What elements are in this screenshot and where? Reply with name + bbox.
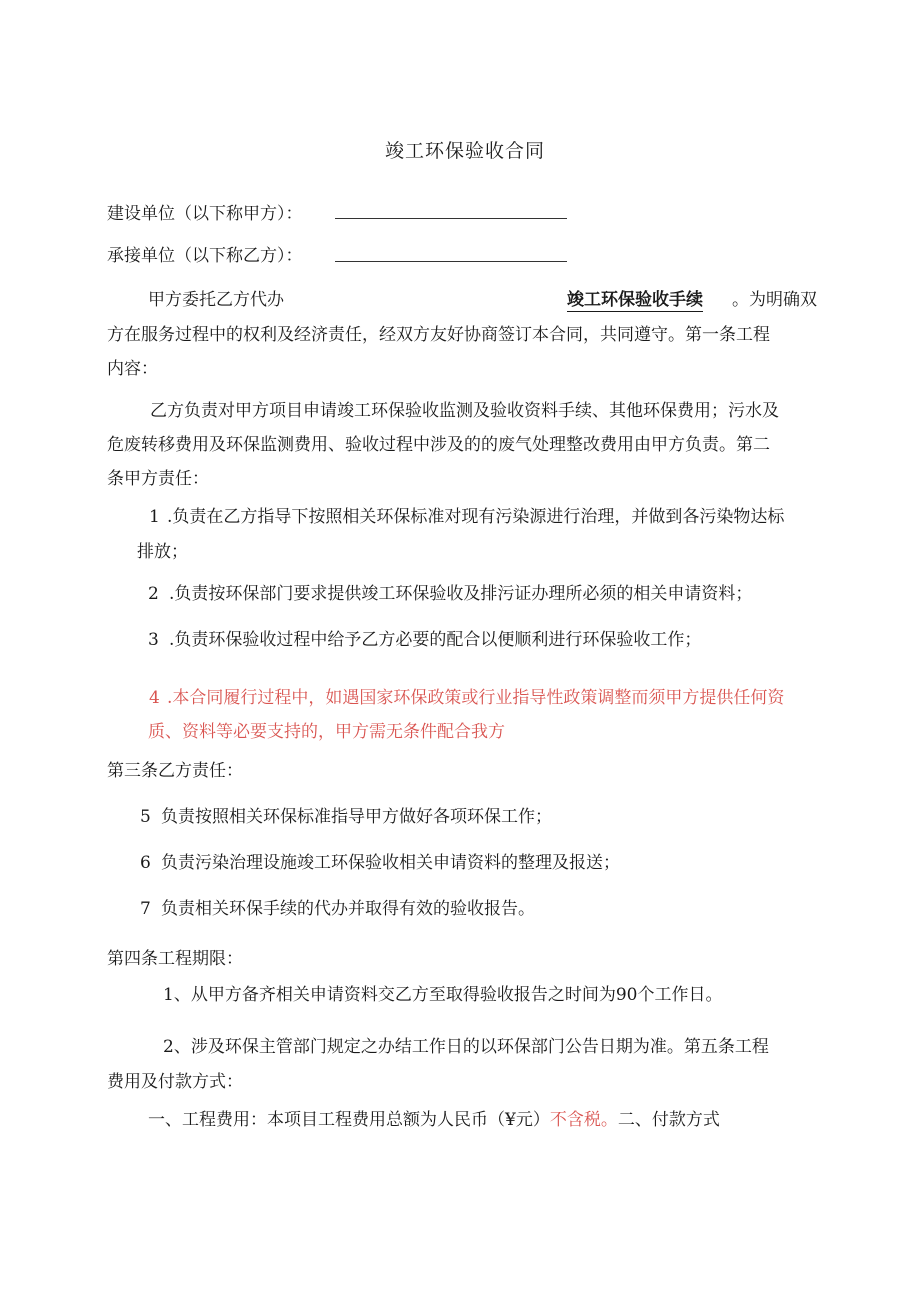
page-title: 竣工环保验收合同 (385, 140, 546, 162)
term-2-line-1: 2、涉及环保主管部门规定之办结工作日的以环保部门公告日期为准。第五条工程 (163, 1037, 769, 1057)
duty-a-4-num: 4 (149, 688, 160, 708)
article3-heading: 第三条乙方责任： (107, 761, 243, 781)
duty-a-2-line-1: .负责按环保部门要求提供竣工环保验收及排污证办理所必须的相关申请资料； (169, 584, 753, 604)
term-2-line-2: 费用及付款方式： (107, 1072, 243, 1092)
party-a-label: 建设单位（以下称甲方）： (107, 204, 303, 224)
intro-suffix: 。为明确双 (732, 290, 817, 310)
fee-suffix: 二、付款方式 (617, 1110, 720, 1130)
duty-a-3-num: 3 (148, 630, 159, 650)
party-b-blank-line (335, 261, 567, 262)
duty-b-7-text: 负责相关环保手续的代办并取得有效的验收报告。 (161, 899, 535, 919)
intro-prefix: 甲方委托乙方代办 (148, 290, 284, 310)
intro-line-2: 方在服务过程中的权利及经济责任，经双方友好协商签订本合同，共同遵守。第一条工程 (107, 325, 770, 345)
duty-b-5-text: 负责按照相关环保标准指导甲方做好各项环保工作； (161, 807, 552, 827)
intro-bold-item: 竣工环保验收手续 (567, 290, 703, 310)
article1-line-2: 危废转移费用及环保监测费用、验收过程中涉及的的废气处理整改费用由甲方负责。第二 (107, 435, 770, 455)
duty-a-1-num: 1 (149, 507, 160, 527)
duty-a-3-line-1: .负责环保验收过程中给予乙方必要的配合以便顺利进行环保验收工作； (169, 630, 702, 650)
fee-prefix: 一、工程费用：本项目工程费用总额为人民币（¥元） (148, 1110, 550, 1130)
party-a-blank-line (335, 218, 567, 219)
duty-a-1-line-1: .负责在乙方指导下按照相关环保标准对现有污染源进行治理，并做到各污染物达标 (167, 507, 785, 527)
article4-heading: 第四条工程期限： (107, 949, 243, 969)
term-1: 1、从甲方备齐相关申请资料交乙方至取得验收报告之时间为90个工作日。 (163, 985, 723, 1005)
party-b-label: 承接单位（以下称乙方）： (107, 246, 303, 266)
duty-b-5-num: 5 (140, 807, 151, 827)
article1-line-1: 乙方负责对甲方项目申请竣工环保验收监测及验收资料手续、其他环保费用；污水及 (150, 401, 779, 421)
intro-line-3: 内容： (107, 359, 158, 379)
duty-a-2-num: 2 (148, 584, 159, 604)
article1-line-3: 条甲方责任： (107, 469, 209, 489)
duty-b-6-num: 6 (140, 853, 151, 873)
fee-line (148, 1109, 720, 1131)
duty-a-1-line-2: 排放； (137, 542, 188, 562)
duty-b-7-num: 7 (140, 899, 151, 919)
fee-tax-note: 不含税。 (549, 1110, 618, 1130)
duty-b-6-text: 负责污染治理设施竣工环保验收相关申请资料的整理及报送； (161, 853, 620, 873)
duty-a-4-line-1: .本合同履行过程中，如遇国家环保政策或行业指导性政策调整而须甲方提供任何资 (167, 688, 785, 708)
duty-a-4-line-2: 质、资料等必要支持的，甲方需无条件配合我方 (148, 722, 505, 742)
